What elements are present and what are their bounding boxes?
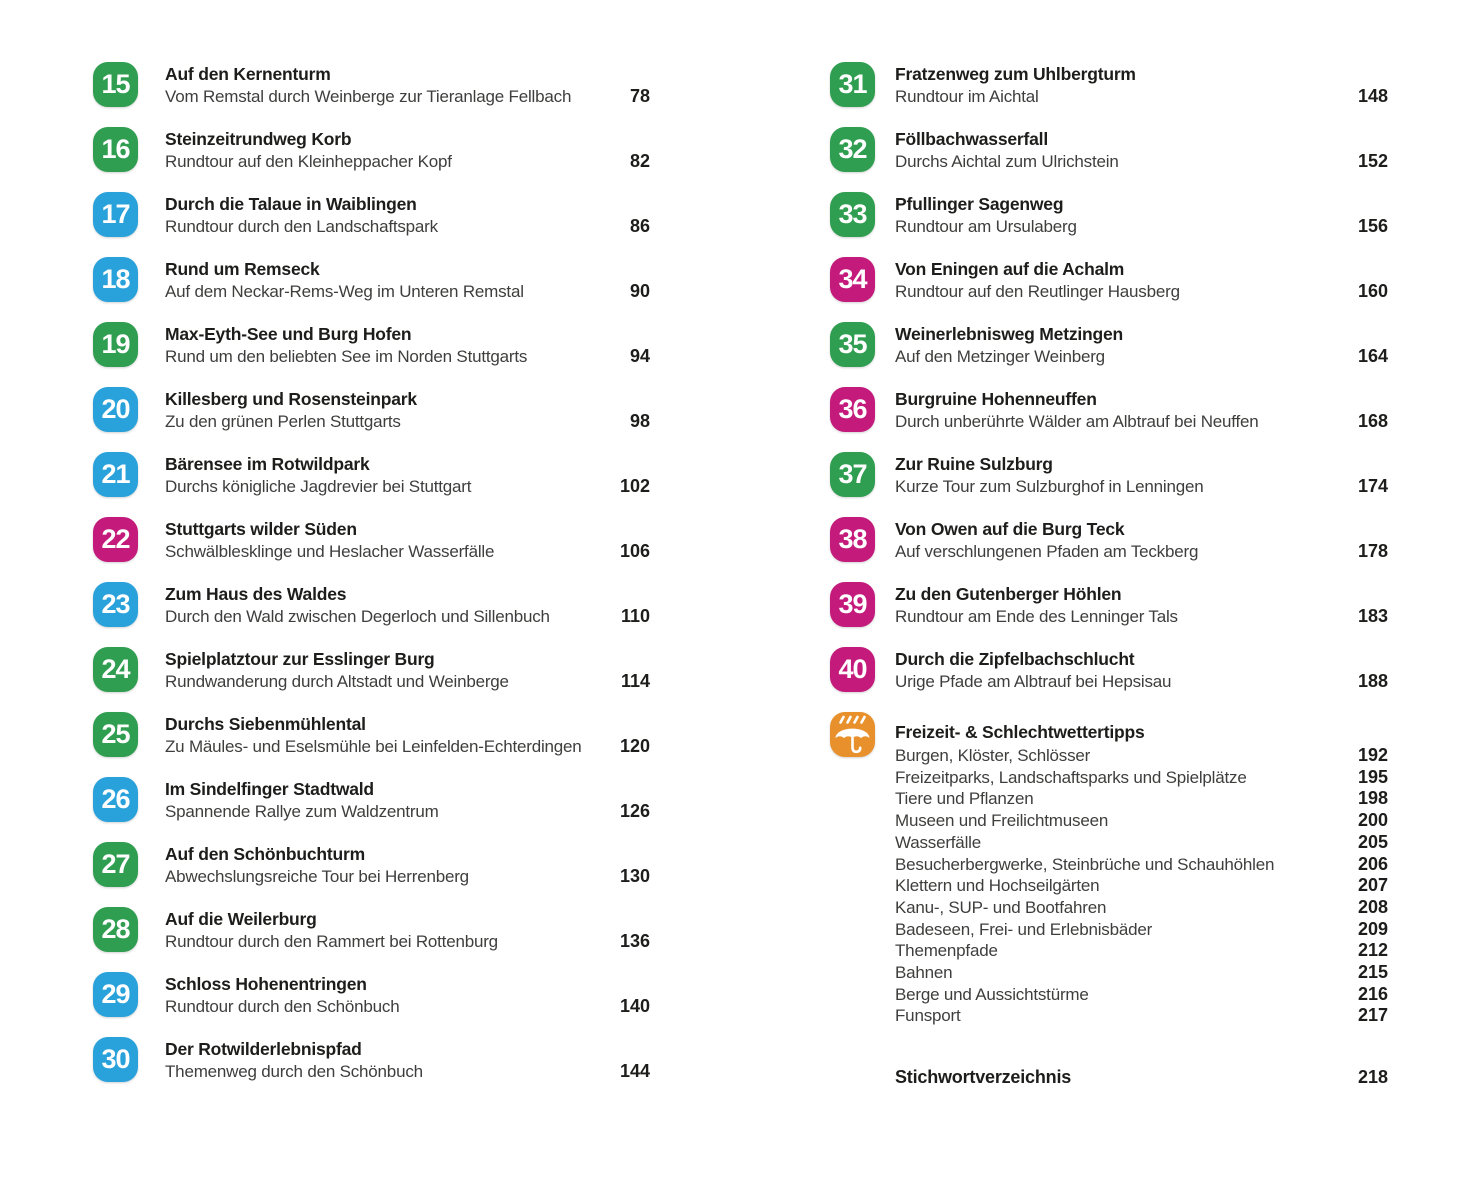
tip-item[interactable] <box>895 875 1388 897</box>
tour-title: Auf die Weilerburg <box>165 909 317 929</box>
tip-item[interactable] <box>895 940 1388 962</box>
tour-page-number: 94 <box>629 346 650 366</box>
tour-number-badge: 40 <box>830 647 875 692</box>
tour-title: Zu den Gutenberger Höhlen <box>895 584 1122 604</box>
tour-page-number: 120 <box>619 736 650 756</box>
toc-entry-16[interactable] <box>93 127 650 175</box>
tour-subtitle: Auf den Metzinger Weinberg <box>895 347 1105 366</box>
toc-entry-18[interactable] <box>93 257 650 305</box>
tip-page-number: 216 <box>1357 983 1388 1004</box>
tour-title: Auf den Schönbuchturm <box>165 844 365 864</box>
tip-item[interactable] <box>895 832 1388 854</box>
tour-page-number: 78 <box>629 86 650 106</box>
tip-page-number: 212 <box>1357 940 1388 961</box>
tour-number-badge: 28 <box>93 907 138 952</box>
tour-subtitle: Schwälblesklinge und Heslacher Wasserfälle <box>165 542 495 561</box>
tip-page-number: 217 <box>1357 1005 1388 1026</box>
toc-entry-28[interactable] <box>93 907 650 955</box>
toc-entry-30[interactable] <box>93 1037 650 1085</box>
tour-number-badge: 19 <box>93 322 138 367</box>
toc-entry-25[interactable] <box>93 712 650 760</box>
tour-page-number: 82 <box>629 151 650 171</box>
tour-page-number: 156 <box>1357 216 1388 236</box>
tour-number-badge: 26 <box>93 777 138 822</box>
tour-title: Im Sindelfinger Stadtwald <box>165 779 374 799</box>
tour-title: Max-Eyth-See und Burg Hofen <box>165 324 412 344</box>
tips-section <box>830 712 1388 1027</box>
tips-badge <box>830 712 875 757</box>
tip-page-number: 208 <box>1357 896 1388 917</box>
tip-item[interactable] <box>895 767 1388 789</box>
tour-title: Burgruine Hohenneuffen <box>895 389 1097 409</box>
tip-label: Funsport <box>895 1006 961 1026</box>
tour-number-badge: 20 <box>93 387 138 432</box>
tour-subtitle: Rundtour auf den Reutlinger Hausberg <box>895 282 1180 301</box>
tour-title: Von Eningen auf die Achalm <box>895 259 1125 279</box>
tip-label: Berge und Aussichtstürme <box>895 984 1089 1004</box>
tour-subtitle: Durch den Wald zwischen Degerloch und Sillenbuch <box>165 607 550 626</box>
toc-entry-36[interactable] <box>830 387 1388 435</box>
toc-entry-33[interactable] <box>830 192 1388 240</box>
tour-title: Von Owen auf die Burg Teck <box>895 519 1125 539</box>
tour-title: Fratzenweg zum Uhlbergturm <box>895 64 1136 84</box>
toc-entry-22[interactable] <box>93 517 650 565</box>
tour-subtitle: Rundtour im Aichtal <box>895 87 1039 106</box>
toc-entry-29[interactable] <box>93 972 650 1020</box>
tour-number-badge: 35 <box>830 322 875 367</box>
tour-title: Zum Haus des Waldes <box>165 584 347 604</box>
tour-number-badge: 31 <box>830 62 875 107</box>
tour-page-number: 178 <box>1357 541 1388 561</box>
tour-title: Stuttgarts wilder Süden <box>165 519 357 539</box>
tour-number-badge: 32 <box>830 127 875 172</box>
tour-page-number: 110 <box>620 606 650 626</box>
tour-subtitle: Zu Mäules- und Eselsmühle bei Leinfelden-Echterdingen <box>165 737 582 756</box>
tour-page-number: 144 <box>619 1061 650 1081</box>
tour-title: Pfullinger Sagenweg <box>895 194 1064 214</box>
tip-item[interactable] <box>895 788 1388 810</box>
toc-entry-31[interactable] <box>830 62 1388 110</box>
tip-label: Kanu-, SUP- und Bootfahren <box>895 897 1107 917</box>
toc-entry-34[interactable] <box>830 257 1388 305</box>
tour-subtitle: Auf verschlungenen Pfaden am Teckberg <box>895 542 1199 561</box>
tip-item[interactable] <box>895 962 1388 984</box>
tour-number-badge: 25 <box>93 712 138 757</box>
tour-number-badge: 30 <box>93 1037 138 1082</box>
tour-subtitle: Durchs königliche Jagdrevier bei Stuttgart <box>165 477 472 496</box>
tour-page-number: 183 <box>1357 606 1388 626</box>
toc-entry-23[interactable] <box>93 582 650 630</box>
tour-number-badge: 21 <box>93 452 138 497</box>
tour-number-badge: 16 <box>93 127 138 172</box>
tip-item[interactable] <box>895 810 1388 832</box>
tour-title: Steinzeitrundweg Korb <box>165 129 352 149</box>
tour-subtitle: Abwechslungsreiche Tour bei Herrenberg <box>165 867 469 886</box>
toc-entry-35[interactable] <box>830 322 1388 370</box>
tour-page-number: 152 <box>1357 151 1388 171</box>
tour-number-badge: 18 <box>93 257 138 302</box>
tour-title: Föllbachwasserfall <box>895 129 1048 149</box>
tour-subtitle: Rundtour durch den Landschaftspark <box>165 217 438 236</box>
tips-heading: Freizeit- & Schlechtwettertipps <box>895 722 1145 742</box>
tour-number-badge: 38 <box>830 517 875 562</box>
tour-page-number: 90 <box>629 281 650 301</box>
tour-page-number: 188 <box>1357 671 1388 691</box>
tip-item[interactable] <box>895 1005 1388 1027</box>
tip-page-number: 206 <box>1357 853 1388 874</box>
tip-item[interactable] <box>895 854 1388 876</box>
index-label: Stichwortverzeichnis <box>895 1067 1072 1088</box>
tip-label: Burgen, Klöster, Schlösser <box>895 746 1091 765</box>
toc-entry-19[interactable] <box>93 322 650 370</box>
tip-page-number: 205 <box>1357 831 1388 852</box>
index-entry[interactable] <box>895 1067 1388 1088</box>
tour-page-number: 164 <box>1357 346 1388 366</box>
toc-entry-24[interactable] <box>93 647 650 695</box>
tip-label: Tiere und Pflanzen <box>895 789 1034 809</box>
toc-entry-26[interactable] <box>93 777 650 825</box>
tour-subtitle: Rundtour am Ende des Lenninger Tals <box>895 607 1178 626</box>
toc-column-right <box>830 62 1388 1102</box>
toc-entry-15[interactable] <box>93 62 650 110</box>
tip-label: Klettern und Hochseilgärten <box>895 876 1100 896</box>
tour-subtitle: Durch unberührte Wälder am Albtrauf bei Neuffen <box>895 412 1259 431</box>
toc-entry-27[interactable] <box>93 842 650 890</box>
tip-item[interactable] <box>895 897 1388 919</box>
tip-label: Badeseen, Frei- und Erlebnisbäder <box>895 919 1153 939</box>
tour-title: Weinerlebnisweg Metzingen <box>895 324 1124 344</box>
tour-number-badge: 36 <box>830 387 875 432</box>
tour-subtitle: Vom Remstal durch Weinberge zur Tieranlage Fellbach <box>165 87 572 106</box>
tip-page-number: 198 <box>1357 788 1388 809</box>
tour-number-badge: 33 <box>830 192 875 237</box>
tour-subtitle: Themenweg durch den Schönbuch <box>165 1062 423 1081</box>
tour-subtitle: Spannende Rallye zum Waldzentrum <box>165 802 439 821</box>
tour-subtitle: Rundtour auf den Kleinheppacher Kopf <box>165 152 452 171</box>
tip-label: Themenpfade <box>895 941 998 961</box>
tip-page-number: 200 <box>1357 810 1388 831</box>
tip-item[interactable] <box>895 919 1388 941</box>
tour-title: Der Rotwilderlebnispfad <box>165 1039 362 1059</box>
tour-subtitle: Durchs Aichtal zum Ulrichstein <box>895 152 1119 171</box>
toc-column-left <box>93 62 650 1102</box>
tour-page-number: 102 <box>619 476 650 496</box>
toc-entry-20[interactable] <box>93 387 650 435</box>
tour-number-badge: 17 <box>93 192 138 237</box>
toc-entry-21[interactable] <box>93 452 650 500</box>
tips-list <box>895 745 1388 1027</box>
tip-page-number: 207 <box>1357 875 1388 896</box>
tour-page-number: 98 <box>629 411 650 431</box>
tip-item[interactable] <box>895 984 1388 1006</box>
tour-page-number: 126 <box>619 801 650 821</box>
tour-title: Durch die Talaue in Waiblingen <box>165 194 417 214</box>
tip-label: Freizeitparks, Landschaftsparks und Spielplätze <box>895 767 1247 787</box>
tour-title: Durch die Zipfelbachschlucht <box>895 649 1135 669</box>
tour-subtitle: Urige Pfade am Albtrauf bei Hepsisau <box>895 672 1172 691</box>
tour-subtitle: Rund um den beliebten See im Norden Stuttgarts <box>165 347 528 366</box>
tour-title: Durchs Siebenmühlental <box>165 714 366 734</box>
tour-number-badge: 22 <box>93 517 138 562</box>
tip-item[interactable] <box>895 745 1388 767</box>
toc-entry-32[interactable] <box>830 127 1388 175</box>
tip-page-number: 192 <box>1357 745 1388 765</box>
tour-subtitle: Rundtour durch den Schönbuch <box>165 997 400 1016</box>
toc-entry-17[interactable] <box>93 192 650 240</box>
tour-page-number: 106 <box>619 541 650 561</box>
tour-number-badge: 34 <box>830 257 875 302</box>
tour-page-number: 168 <box>1357 411 1388 431</box>
toc-entry-37[interactable] <box>830 452 1388 500</box>
tour-page-number: 140 <box>619 996 650 1016</box>
tour-subtitle: Rundtour am Ursulaberg <box>895 217 1077 236</box>
tour-title: Killesberg und Rosensteinpark <box>165 389 417 409</box>
umbrella-rain-icon <box>830 712 875 757</box>
tour-title: Zur Ruine Sulzburg <box>895 454 1053 474</box>
tour-title: Rund um Remseck <box>165 259 320 279</box>
tour-page-number: 114 <box>620 671 650 691</box>
tour-subtitle: Rundwanderung durch Altstadt und Weinberge <box>165 672 509 691</box>
tour-page-number: 174 <box>1357 476 1388 496</box>
tour-title: Schloss Hohenentringen <box>165 974 367 994</box>
tour-subtitle: Zu den grünen Perlen Stuttgarts <box>165 412 401 431</box>
tour-subtitle: Rundtour durch den Rammert bei Rottenburg <box>165 932 498 951</box>
tip-label: Museen und Freilichtmuseen <box>895 811 1109 831</box>
tour-page-number: 86 <box>629 216 650 236</box>
tour-title: Bärensee im Rotwildpark <box>165 454 370 474</box>
tip-page-number: 209 <box>1357 918 1388 939</box>
tour-number-badge: 37 <box>830 452 875 497</box>
tour-page-number: 160 <box>1357 281 1388 301</box>
toc-entry-38[interactable] <box>830 517 1388 565</box>
tip-label: Wasserfälle <box>895 832 981 852</box>
toc-entry-40[interactable] <box>830 647 1388 695</box>
tip-page-number: 195 <box>1357 766 1388 787</box>
index-page-number: 218 <box>1357 1067 1388 1088</box>
tour-number-badge: 24 <box>93 647 138 692</box>
tour-number-badge: 39 <box>830 582 875 627</box>
tip-label: Bahnen <box>895 963 953 983</box>
tip-label: Besucherbergwerke, Steinbrüche und Schauhöhlen <box>895 854 1275 874</box>
tour-number-badge: 15 <box>93 62 138 107</box>
tour-number-badge: 29 <box>93 972 138 1017</box>
tip-page-number: 215 <box>1357 962 1388 983</box>
tour-page-number: 130 <box>619 866 650 886</box>
tour-subtitle: Kurze Tour zum Sulzburghof in Lenningen <box>895 477 1204 496</box>
tour-number-badge: 27 <box>93 842 138 887</box>
tour-subtitle: Auf dem Neckar-Rems-Weg im Unteren Remstal <box>165 282 524 301</box>
tour-title: Auf den Kernenturm <box>165 64 331 84</box>
tour-page-number: 136 <box>619 931 650 951</box>
tour-number-badge: 23 <box>93 582 138 627</box>
toc-entry-39[interactable] <box>830 582 1388 630</box>
tour-title: Spielplatztour zur Esslinger Burg <box>165 649 435 669</box>
tour-page-number: 148 <box>1357 86 1388 106</box>
